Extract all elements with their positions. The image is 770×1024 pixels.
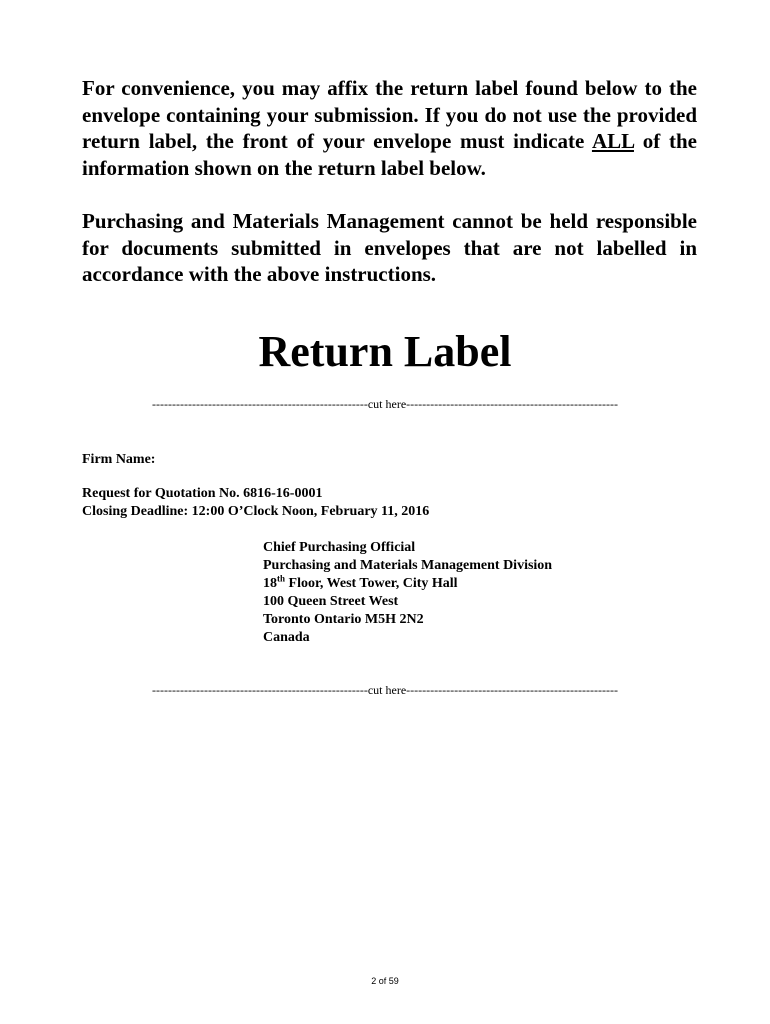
closing-deadline: Closing Deadline: 12:00 O’Clock Noon, February 11, 2016 [82, 504, 430, 519]
floor-text: Floor, West Tower, City Hall [285, 576, 458, 591]
instructions-paragraph-2: Purchasing and Materials Management cannot be held responsible for documents submitted in envelopes that are not labelled in accordance with the above instructions. [82, 209, 697, 286]
ordinal-suffix: th [277, 573, 286, 584]
emphasis-all: ALL [591, 129, 634, 153]
cut-line-top: ------------------------------------------------------cut here----------------------------------------------------- [152, 397, 618, 411]
address-line: Purchasing and Materials Management Division [263, 558, 553, 573]
address-line [263, 575, 552, 593]
page-number: 2 of 59 [371, 976, 399, 986]
cut-line-bottom: ------------------------------------------------------cut here----------------------------------------------------- [152, 683, 618, 697]
address-line: Chief Purchasing Official [263, 540, 416, 555]
instructions-text-end: of the information shown on the return label below. [82, 129, 697, 180]
mailing-address [263, 539, 552, 647]
firm-name-label: Firm Name: [82, 452, 156, 467]
instructions-paragraph-1 [82, 75, 697, 181]
address-line: Canada [263, 630, 310, 645]
floor-number: 18 [263, 576, 277, 591]
return-label-title: Return Label [258, 327, 512, 376]
address-line: 100 Queen Street West [263, 594, 399, 609]
instructions-text: For convenience, you may affix the return label found below to the envelope containing your submission. If you do not use the provided return label, the front of your envelope must indicate [82, 76, 697, 153]
rfq-number: Request for Quotation No. 6816-16-0001 [82, 486, 323, 501]
address-line: Toronto Ontario M5H 2N2 [263, 612, 424, 627]
